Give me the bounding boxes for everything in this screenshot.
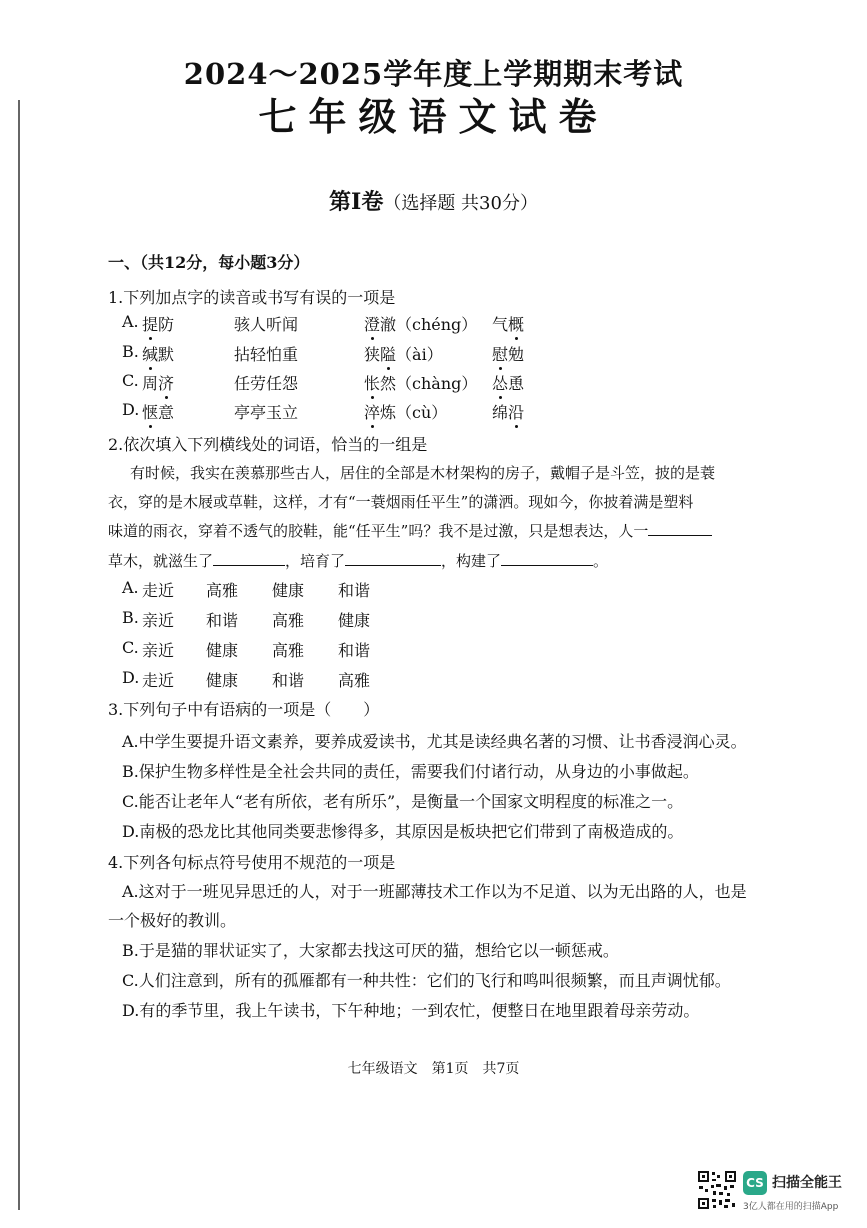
scan-edge-line <box>18 100 20 1210</box>
option-word <box>492 312 524 335</box>
option-word <box>234 312 298 335</box>
option-word: 和谐 <box>272 671 305 690</box>
option-word <box>492 342 524 365</box>
fill-blank <box>501 551 593 566</box>
passage-line: 有时候，我实在羡慕那些古人，居住的全部是木材架构的房子，戴帽子是斗笠，披的是蓑 <box>130 464 716 482</box>
dotted-char: 慰 <box>492 345 509 364</box>
fill-blank <box>648 521 712 536</box>
option-letter <box>122 312 139 331</box>
dotted-char: 隘 <box>380 345 397 364</box>
fill-blank <box>345 551 441 566</box>
passage-text: 草木，就滋生了 <box>108 552 214 570</box>
dotted-char: 缄 <box>142 345 159 364</box>
option-word <box>364 342 443 365</box>
option-text: B.于是猫的罪状证实了，大家都去找这可厌的猫，想给它以一顿惩戒。 <box>122 941 619 960</box>
option-word <box>492 400 524 423</box>
option-text: C.能否让老年人“老有所依，老有所乐”，是衡量一个国家文明程度的标准之一。 <box>122 792 684 811</box>
dotted-char: 概 <box>508 315 525 334</box>
option-word: 和谐 <box>338 581 371 600</box>
option-text: 任劳任怨 <box>234 374 299 393</box>
option-word: 健康 <box>206 671 239 690</box>
option-word: 和谐 <box>338 641 371 660</box>
option-word <box>142 371 174 394</box>
question-4-stem: 4.下列各句标点符号使用不规范的一项是 <box>108 853 396 872</box>
camscanner-logo: CS <box>743 1171 767 1195</box>
option-word: 高雅 <box>272 641 305 660</box>
passage-line <box>108 550 608 571</box>
option-word <box>234 342 298 365</box>
option-word: 健康 <box>272 581 305 600</box>
option-text-cont: 一个极好的教训。 <box>108 911 237 930</box>
option-text: A.中学生要提升语文素养，要养成爱读书，尤其是读经典名著的习惯、让书香浸润心灵。 <box>122 732 747 751</box>
option-letter <box>122 371 139 390</box>
camscanner-tagline: 3亿人都在用的扫描App <box>743 1202 839 1212</box>
option-text: D.有的季节里，我上午读书，下午种地；一到农忙，便整日在地里跟着母亲劳动。 <box>122 1001 700 1020</box>
option-word <box>364 400 447 423</box>
option-letter: B. <box>122 608 139 627</box>
option-text: 狭 <box>364 345 381 364</box>
option-text: 澈（chéng） <box>380 315 478 334</box>
option-letter: D. <box>122 668 140 687</box>
dotted-char: 惬 <box>142 403 159 422</box>
option-text: D.南极的恐龙比其他同类要悲惨得多，其原因是板块把它们带到了南极造成的。 <box>122 822 684 841</box>
option-word: 亲近 <box>142 611 175 630</box>
option-text: B.保护生物多样性是全社会共同的责任，需要我们付诸行动，从身边的小事做起。 <box>122 762 699 781</box>
option-word <box>142 400 174 423</box>
option-word <box>234 371 298 394</box>
option-text: A.这对于一班见异思迁的人，对于一班鄙薄技术工作以为不足道、以为无出路的人，也是 <box>122 882 747 901</box>
dotted-char: 澄 <box>364 315 381 334</box>
option-letter: A. <box>122 578 139 597</box>
passage-text: 味道的雨衣，穿着不透气的胶鞋，能“任平生”吗？我不是过激，只是想表达，人一 <box>108 522 649 540</box>
option-letter <box>122 342 139 361</box>
option-text: 默 <box>158 345 175 364</box>
option-text: （ài） <box>396 345 443 364</box>
option-text: 防 <box>158 315 175 334</box>
dotted-char: 提 <box>142 315 159 334</box>
option-text: 拈轻怕重 <box>234 345 299 364</box>
passage-text: ，构建了 <box>441 552 502 570</box>
option-text: 炼（cù） <box>380 403 448 422</box>
option-text: A. <box>122 312 139 331</box>
exam-subtitle: 七年级语文试卷 <box>258 94 609 139</box>
option-word: 走近 <box>142 581 175 600</box>
option-text: 意 <box>158 403 175 422</box>
dotted-char: 淬 <box>364 403 381 422</box>
dotted-char: 沿 <box>508 403 525 422</box>
volume-label: 第Ⅰ卷 <box>329 189 384 215</box>
option-word: 高雅 <box>272 611 305 630</box>
option-word <box>142 342 174 365</box>
passage-text: 。 <box>593 552 609 570</box>
option-text: 气 <box>492 315 509 334</box>
camscanner-name: 扫描全能王 <box>772 1175 842 1191</box>
question-2-stem: 2.依次填入下列横线处的词语，恰当的一组是 <box>108 435 428 454</box>
passage-text: ，培育了 <box>285 552 346 570</box>
option-word <box>364 371 477 394</box>
option-text: 然（chàng） <box>380 374 478 393</box>
fill-blank <box>213 551 285 566</box>
option-text: 骇人听闻 <box>234 315 299 334</box>
option-letter <box>122 400 139 419</box>
option-text: D. <box>122 400 140 419</box>
option-text: 亭亭玉立 <box>234 403 299 422</box>
option-text: 恿 <box>508 374 525 393</box>
option-word: 走近 <box>142 671 175 690</box>
question-1-stem: 1.下列加点字的读音或书写有误的一项是 <box>108 288 396 307</box>
option-word <box>234 400 298 423</box>
option-text: 周 <box>142 374 159 393</box>
option-text: B. <box>122 342 139 361</box>
page-footer: 七年级语文 第1页 共7页 <box>347 1061 520 1077</box>
dotted-char: 济 <box>158 374 175 393</box>
option-word <box>492 371 524 394</box>
option-word <box>142 312 174 335</box>
option-text: 绵 <box>492 403 509 422</box>
option-word: 和谐 <box>206 611 239 630</box>
exam-title: 2024～2025学年度上学期期末考试 <box>183 57 684 91</box>
option-text: C.人们注意到，所有的孤雁都有一种共性：它们的飞行和鸣叫很频繁，而且声调忧郁。 <box>122 971 731 990</box>
option-word: 健康 <box>206 641 239 660</box>
option-text: C. <box>122 371 139 390</box>
option-text: 勉 <box>508 345 525 364</box>
option-word: 健康 <box>338 611 371 630</box>
qr-code-icon <box>697 1170 737 1210</box>
option-word: 高雅 <box>206 581 239 600</box>
option-letter: C. <box>122 638 139 657</box>
option-word <box>364 312 477 335</box>
dotted-char: 怅 <box>364 374 381 393</box>
option-word: 亲近 <box>142 641 175 660</box>
passage-line: 衣，穿的是木屐或草鞋，这样，才有“一蓑烟雨任平生”的潇洒。现如今，你披着满是塑料 <box>108 493 694 511</box>
dotted-char: 怂 <box>492 374 509 393</box>
section-heading: 一、（共12分，每小题3分） <box>108 253 310 272</box>
question-3-stem: 3.下列句子中有语病的一项是（ ） <box>108 700 380 719</box>
volume-heading <box>0 185 867 216</box>
passage-line <box>108 520 712 541</box>
option-word: 高雅 <box>338 671 371 690</box>
volume-sub: （选择题 共30分） <box>383 193 538 214</box>
